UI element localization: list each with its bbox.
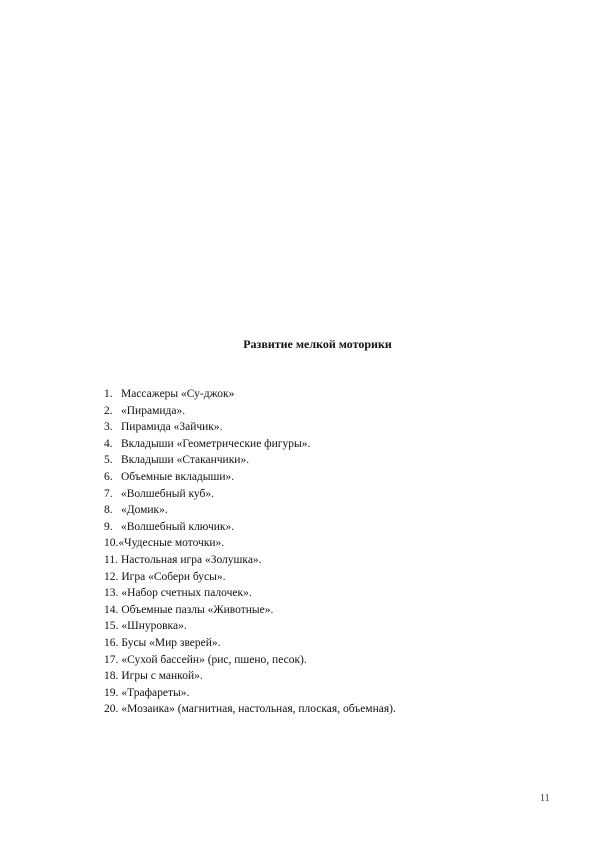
item-number: 11.: [104, 553, 118, 566]
list-item: [104, 602, 396, 619]
item-text: «Чудесные моточки».: [118, 537, 225, 550]
item-text: «Трафареты».: [121, 686, 190, 699]
item-number: 13.: [104, 587, 119, 600]
item-text: «Шнуровка».: [121, 620, 187, 633]
item-text: Вкладыши «Геометрические фигуры».: [121, 437, 311, 450]
item-number: 5.: [104, 454, 113, 467]
page-number: 11: [540, 793, 550, 804]
item-text: Настольная игра «Золушка».: [120, 553, 262, 566]
item-number: 9.: [104, 520, 113, 533]
item-text: Объемные вкладыши».: [121, 470, 235, 483]
item-number: 4.: [104, 437, 113, 450]
list-item: [104, 519, 396, 536]
item-number: 10.: [104, 537, 119, 550]
item-text: «Пирамида».: [121, 404, 186, 417]
list-item: [104, 486, 396, 503]
item-number: 1.: [104, 388, 113, 400]
item-text: «Сухой бассейн» (рис, пшено, песок).: [121, 653, 307, 666]
item-text: Бусы «Мир зверей».: [121, 636, 221, 649]
list-item: [104, 452, 396, 469]
item-number: 3.: [104, 421, 113, 434]
item-number: 19.: [104, 686, 119, 699]
item-text: Пирамида «Зайчик».: [121, 421, 223, 434]
list-item: [104, 701, 396, 718]
item-number: 15.: [104, 620, 119, 633]
item-number: 16.: [104, 636, 119, 649]
list-item: [104, 419, 396, 436]
list-item: [104, 552, 396, 569]
list-item: [104, 469, 396, 486]
item-number: 7.: [104, 487, 113, 500]
item-number: 2.: [104, 404, 113, 417]
list-item: [104, 668, 396, 685]
list-item: [104, 502, 396, 519]
item-list: [104, 386, 396, 718]
list-item: [104, 386, 396, 403]
item-number: 14.: [104, 603, 119, 616]
item-text: Игра «Собери бусы».: [121, 570, 226, 583]
item-text: Массажеры «Су-джок»: [121, 388, 235, 400]
list-item: [104, 569, 396, 586]
item-number: 17.: [104, 653, 119, 666]
item-text: Объемные пазлы «Животные».: [121, 603, 274, 616]
list-item: [104, 436, 396, 453]
list-item: [104, 535, 396, 552]
item-text: «Волшебный куб».: [121, 487, 214, 500]
item-number: 6.: [104, 470, 113, 483]
list-item: [104, 403, 396, 420]
item-text: «Мозаика» (магнитная, настольная, плоская, объемная).: [121, 703, 396, 716]
item-text: Игры с манкой».: [121, 670, 203, 683]
item-number: 18.: [104, 670, 119, 683]
item-text: Вкладыши «Стаканчики».: [121, 454, 250, 467]
item-text: «Волшебный ключик».: [121, 520, 235, 533]
item-number: 12.: [104, 570, 119, 583]
list-item: [104, 585, 396, 602]
list-item: [104, 618, 396, 635]
item-number: 8.: [104, 504, 113, 517]
item-number: 20.: [104, 703, 119, 716]
section-heading: Развитие мелкой моторики: [243, 337, 392, 351]
item-text: «Домик».: [121, 504, 168, 517]
list-item: [104, 635, 396, 652]
list-item: [104, 652, 396, 669]
list-item: [104, 685, 396, 702]
item-text: «Набор счетных палочек».: [121, 587, 252, 600]
